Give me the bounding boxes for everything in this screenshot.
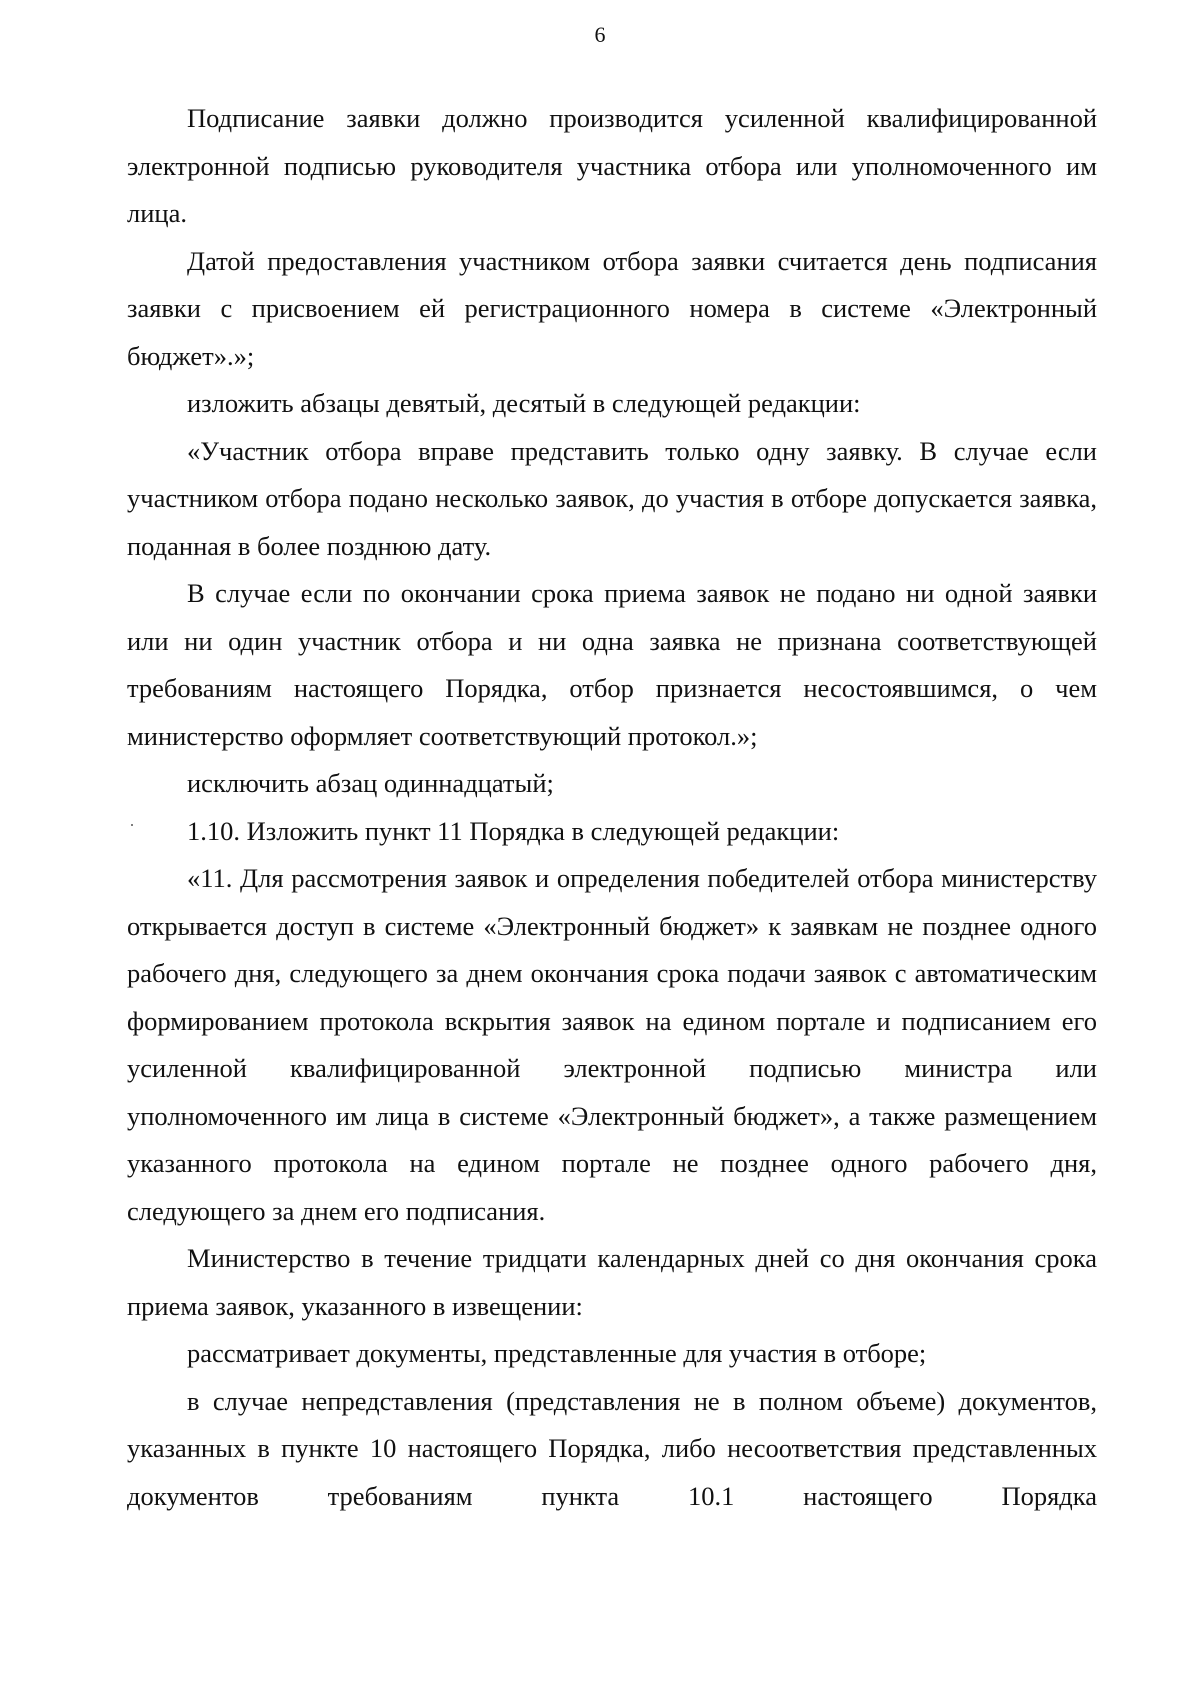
paragraph-ministry-review: Министерство в течение тридцати календарных дней со дня окончания срока приема заявок, указанного в извещении: [127,1243,1097,1321]
paragraph-non-submission: в случае непредставления (представления не в полном объеме) документов, указанных в пункте 10 настоящего Порядка, либо несоответствия представленных документов требованиям пункта 10.1 настоящего Порядка [127,1385,1097,1511]
scan-speck [131,824,133,826]
paragraph-instruction-ninth-tenth: изложить абзацы девятый, десятый в следующей редакции: [187,388,861,418]
document-body [127,95,1097,1520]
paragraph-submission-date: Датой предоставления участником отбора заявки считается день подписания заявки с присвоением ей регистрационного номера в системе «Электронный бюджет».»; [127,245,1097,371]
paragraph-clause-11: «11. Для рассмотрения заявок и определения победителей отбора министерству открывается доступ в системе «Электронный бюджет» к заявкам не позднее одного рабочего дня, следующего за днем окончания срока подачи заявок с автоматическим формированием протокола вскрытия заявок на едином портале и подписанием его усиленной квалифицированной электронной подписью министра или уполномоченного им лица в системе «Электронный бюджет», а также размещением указанного протокола на едином портале не позднее одного рабочего дня, следующего за днем его подписания. [127,863,1097,1226]
paragraph-single-application: «Участник отбора вправе представить только одну заявку. В случае если участником отбора подано несколько заявок, до участия в отборе допускается заявка, поданная в более позднюю дату. [127,435,1097,561]
paragraph-exclude-eleventh: исключить абзац одиннадцатый; [187,768,554,798]
paragraph-clause-1-10: 1.10. Изложить пункт 11 Порядка в следующей редакции: [187,815,840,846]
page-number: 6 [594,22,606,47]
paragraph-signing: Подписание заявки должно производится усиленной квалифицированной электронной подписью руководителя участника отбора или уполномоченного им лица. [127,103,1097,228]
paragraph-failed-selection: В случае если по окончании срока приема заявок не подано ни одной заявки или ни один участник отбора и ни одна заявка не признана соответствующей требованиям настоящего Порядка, отбор признается несостоявшимся, о чем министерство оформляет соответствующий протокол.»; [127,578,1097,751]
paragraph-reviews-documents: рассматривает документы, представленные для участия в отборе; [187,1338,927,1368]
